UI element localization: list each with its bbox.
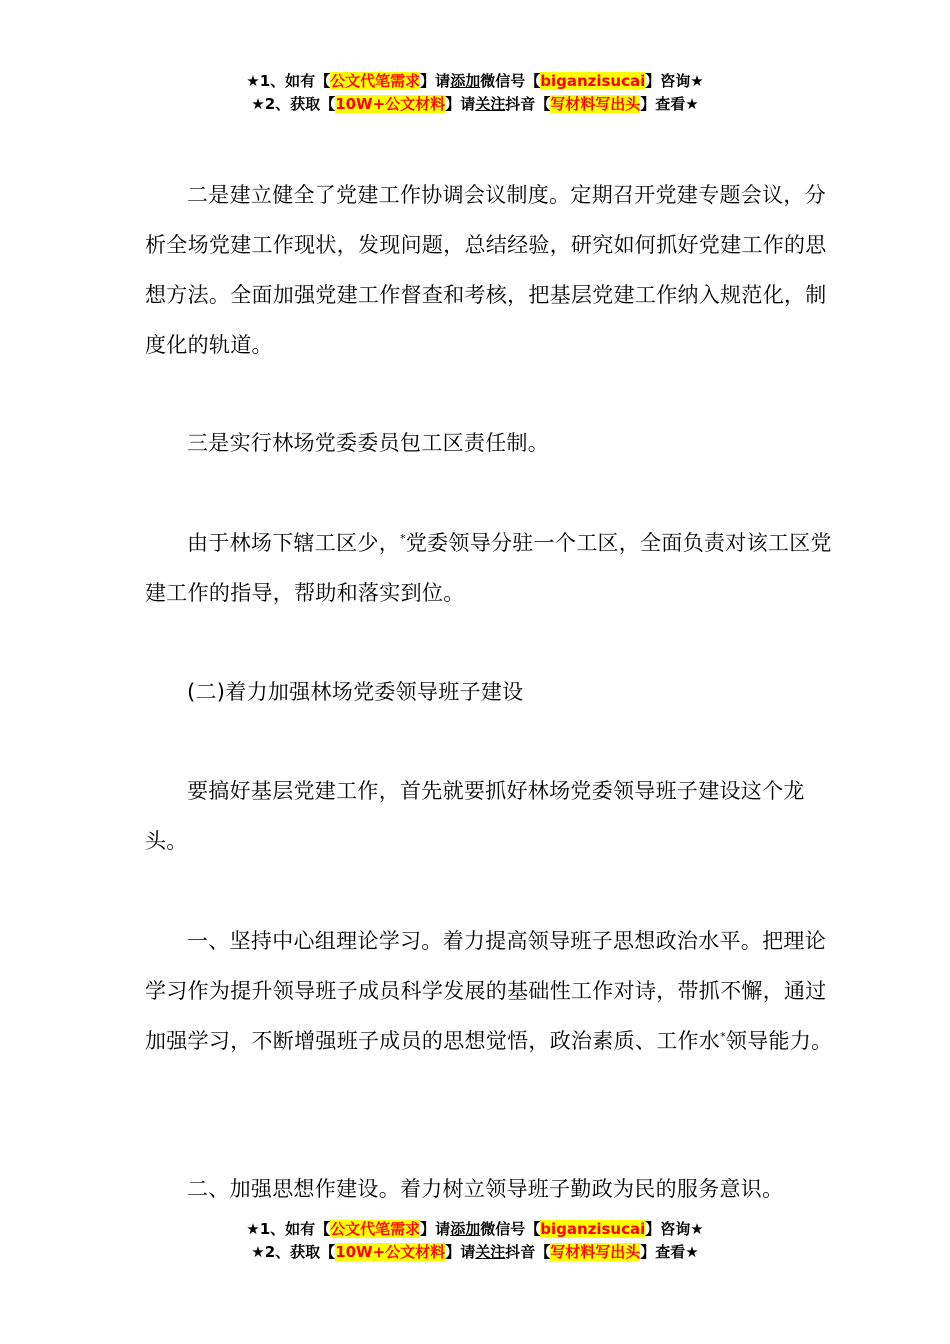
paragraph-7: 二、加强思想作建设。着力树立领导班子勤政为民的服务意识。 — [187, 1177, 784, 1201]
banner-line-1: ★1、如有【公文代笔需求】请添加微信号【biganzisucai】咨询★ — [246, 1220, 704, 1238]
highlight-wechat-id: biganzisucai — [540, 1220, 646, 1238]
highlight-service: 公文代笔需求 — [330, 72, 421, 90]
section-heading: (二)着力加强林场党委领导班子建设 — [187, 680, 524, 704]
paragraph-1: 二是建立健全了党建工作协调会议制度。定期召开党建专题会议，分析全场党建工作现状，发现问题，总结经验，研究如何抓好党建工作的思想方法。全面加强党建工作督查和考核，把基层党建工作纳入规范化，制度化的轨道。 — [145, 183, 827, 357]
paragraph-3: 由于林场下辖工区少，*党委领导分驻一个工区，全面负责对该工区党建工作的指导，帮助和落实到位。 — [145, 531, 832, 605]
missing-char-mark: * — [400, 532, 406, 545]
paragraph-5: 要搞好基层党建工作，首先就要抓好林场党委领导班子建设这个龙头。 — [145, 779, 805, 853]
highlight-douyin-id: 写材料写出头 — [550, 1243, 641, 1261]
highlight-douyin-id: 写材料写出头 — [550, 95, 641, 113]
footer-banner — [0, 1218, 950, 1264]
paragraph-6: 一、坚持中心组理论学习。着力提高领导班子思想政治水平。把理论学习作为提升领导班子成员科学发展的基础性工作对诗，带抓不懈，通过加强学习，不断增强班子成员的思想觉悟，政治素质、工作水*领导能力。 — [145, 929, 833, 1053]
highlight-wechat-id: biganzisucai — [540, 72, 646, 90]
highlight-materials: 10W+公文材料 — [335, 1243, 446, 1261]
highlight-service: 公文代笔需求 — [330, 1220, 421, 1238]
missing-char-mark: * — [720, 1030, 726, 1043]
banner-line-1: ★1、如有【公文代笔需求】请添加微信号【biganzisucai】咨询★ — [246, 72, 704, 90]
banner-line-2: ★2、获取【10W+公文材料】请关注抖音【写材料写出头】查看★ — [251, 1243, 699, 1261]
header-banner — [0, 70, 950, 116]
banner-line-2: ★2、获取【10W+公文材料】请关注抖音【写材料写出头】查看★ — [251, 95, 699, 113]
highlight-materials: 10W+公文材料 — [335, 95, 446, 113]
paragraph-2: 三是实行林场党委委员包工区责任制。 — [187, 431, 550, 455]
